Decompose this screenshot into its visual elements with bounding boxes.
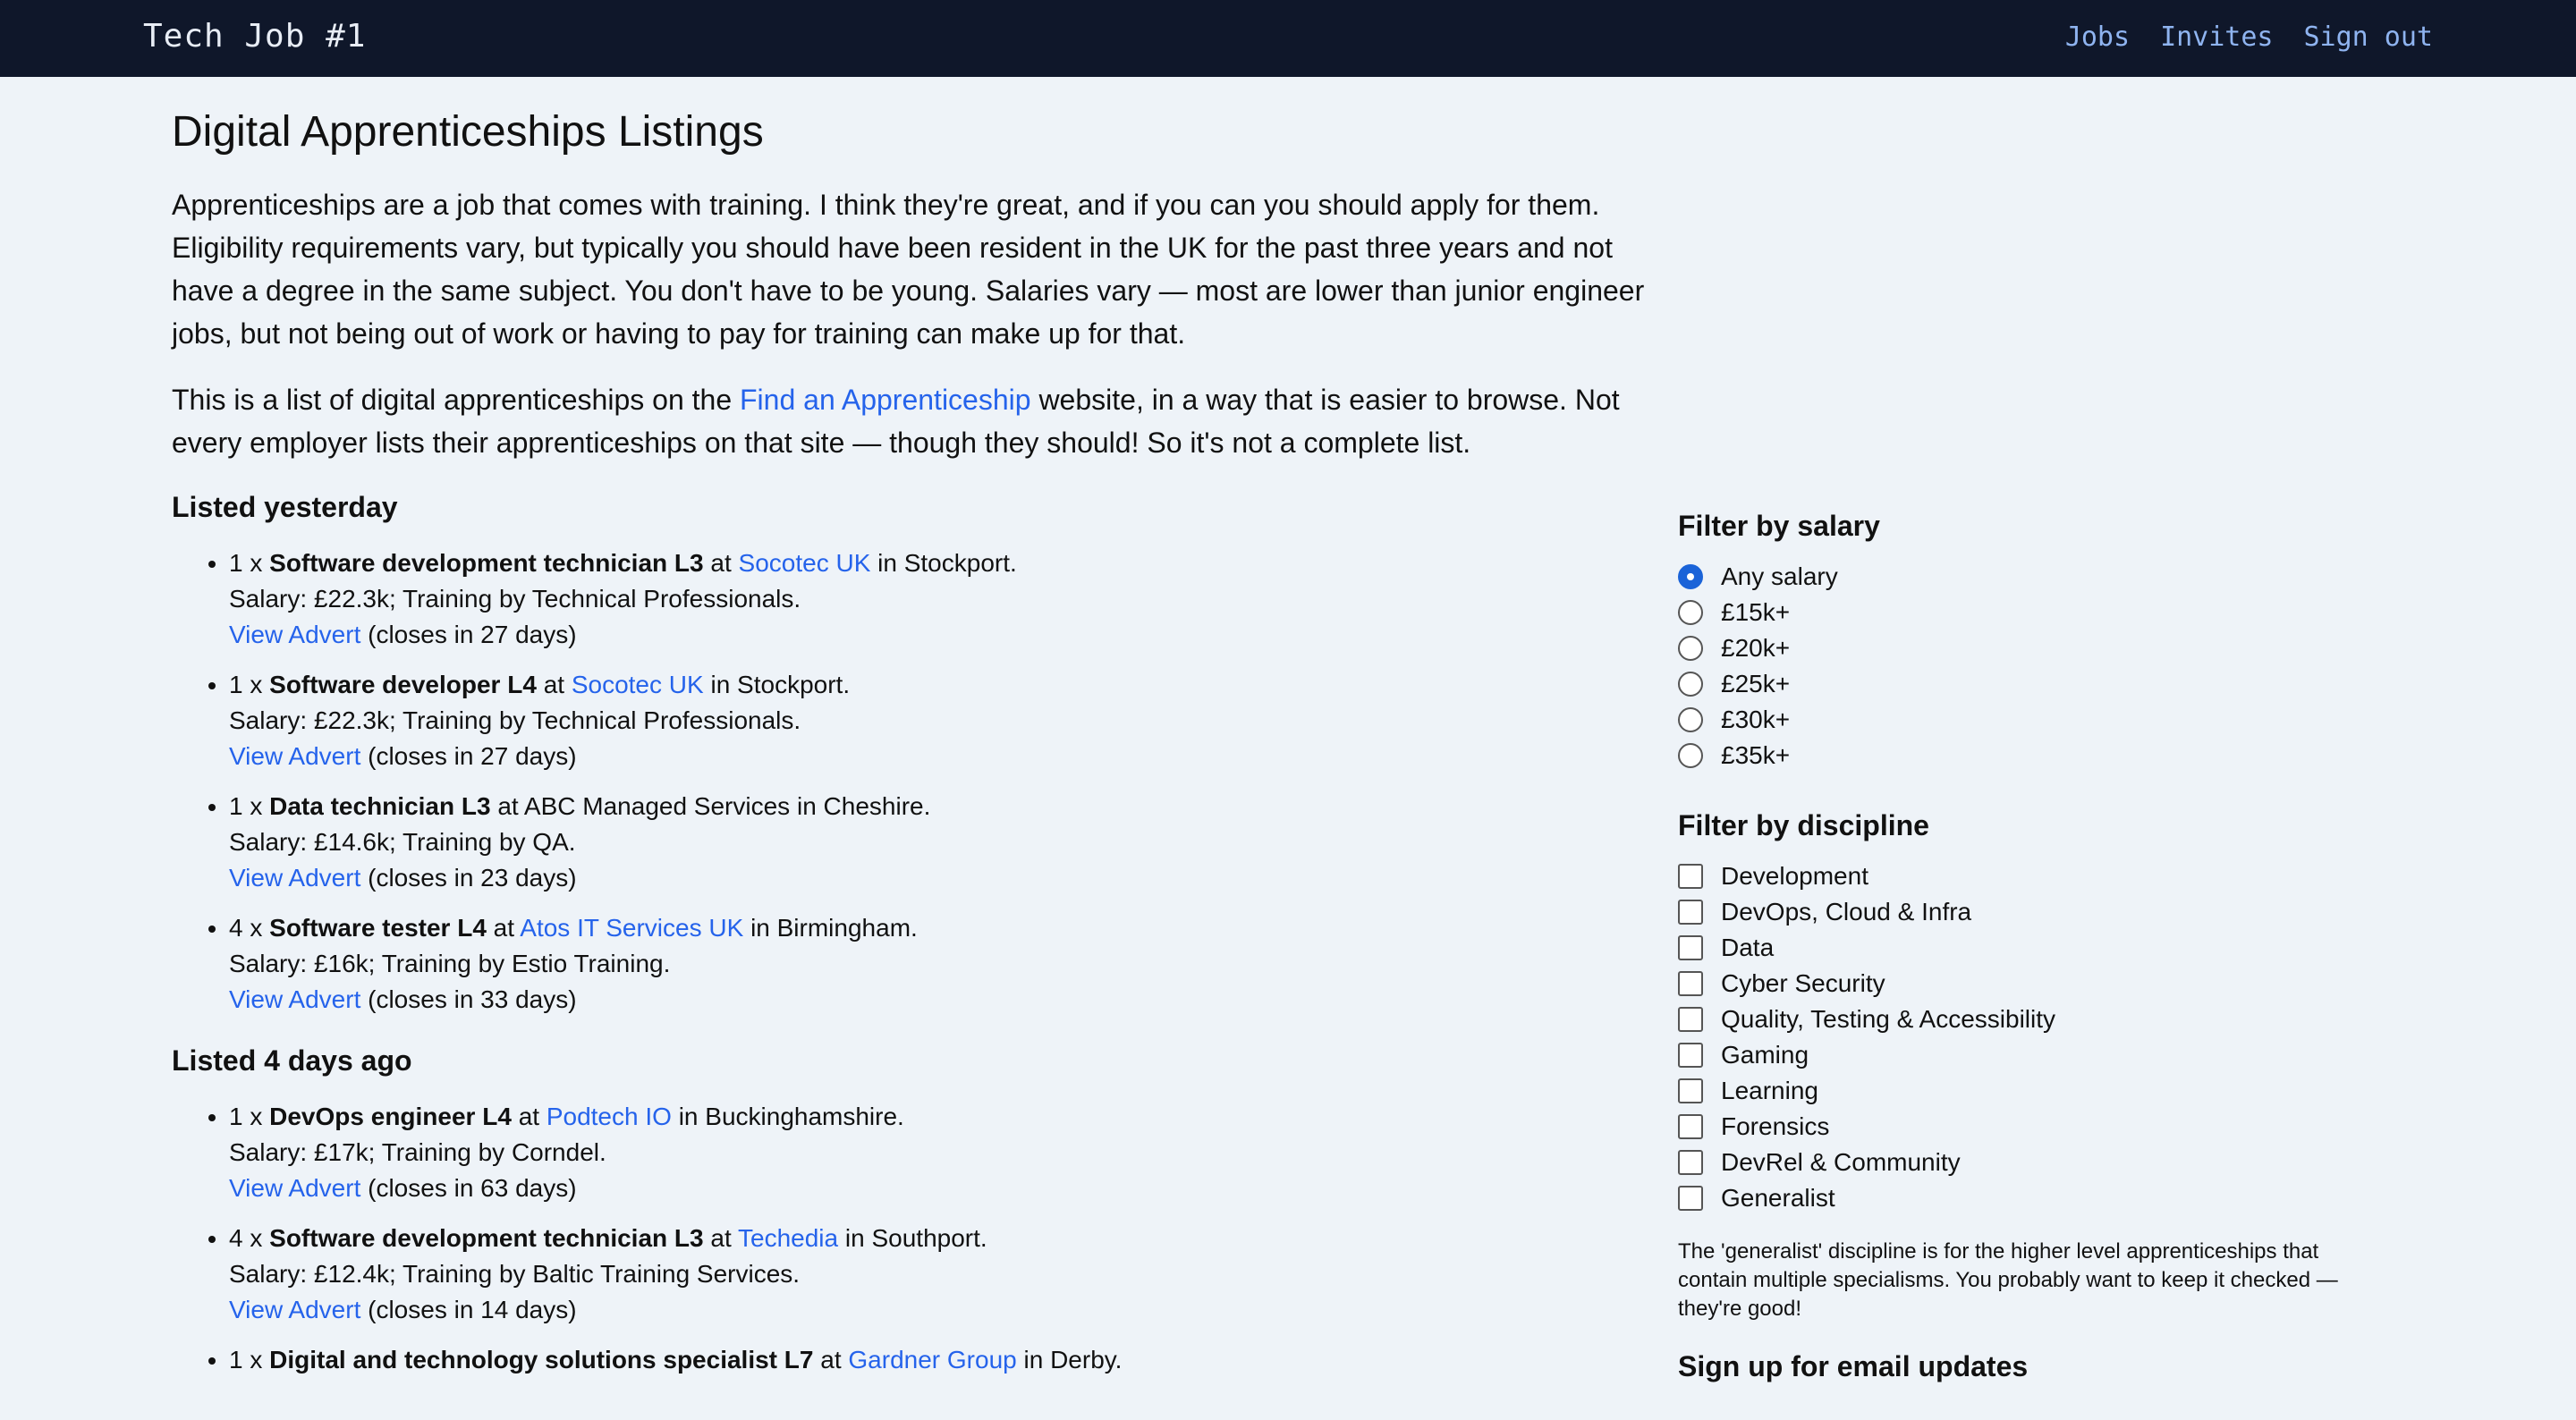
salary-radio[interactable] [1678,743,1703,768]
salary-filter-heading: Filter by salary [1678,510,1880,542]
discipline-option-label: Development [1721,862,1868,890]
closes-in: (closes in 27 days) [368,621,577,648]
discipline-checkbox[interactable] [1678,1007,1703,1032]
salary-option-label: £25k+ [1721,670,1791,697]
employer-link[interactable]: Socotec UK [571,671,704,698]
nav-jobs-link[interactable]: Jobs [2064,21,2131,53]
discipline-checkbox[interactable] [1678,1043,1703,1068]
salary-option[interactable] [1678,559,2411,595]
listing-role: DevOps engineer L4 [269,1103,512,1130]
listing-salary: Salary: £17k; Training by Corndel. [229,1138,606,1166]
listing-location: in Derby. [1023,1346,1123,1374]
discipline-option[interactable] [1678,1109,2411,1145]
discipline-option[interactable] [1678,1145,2411,1180]
salary-options [1678,559,2411,773]
listings-sections [172,491,1674,1378]
listing-list [172,545,1674,1018]
intro-paragraph: Apprenticeships are a job that comes with training. I think they're great, and if you can you should apply for them. Eligibility requirements vary, but typically you should have been resident in the UK for the past three years and not have a degree in the same subject. You don't have to be young. Salaries vary — most are lower than junior engineer jobs, but not being out of work or having to pay for training can make up for that. [172,189,1645,350]
listing-role: Software development technician L3 [269,1224,704,1252]
discipline-checkbox[interactable] [1678,864,1703,889]
employer-name: ABC Managed Services [523,792,791,820]
employer-link[interactable]: Atos IT Services UK [520,914,744,942]
view-advert-link[interactable]: View Advert [229,621,361,648]
listing-location: in Stockport. [710,671,851,698]
listing-location: in Buckinghamshire. [678,1103,904,1130]
listing-item [229,1099,1674,1206]
salary-radio[interactable] [1678,600,1703,625]
closes-in: (closes in 23 days) [368,864,577,892]
listing-count: 4 x [229,914,263,942]
listing-count: 1 x [229,1103,263,1130]
main-nav [2065,21,2433,53]
salary-radio[interactable] [1678,564,1703,589]
discipline-option[interactable] [1678,1073,2411,1109]
closes-in: (closes in 14 days) [368,1296,577,1323]
email-signup-heading: Sign up for email updates [1678,1350,2029,1382]
listing-at: at [493,914,515,942]
listing-salary: Salary: £22.3k; Training by Technical Professionals. [229,706,801,734]
discipline-options [1678,858,2411,1216]
main-content [172,107,1674,1392]
discipline-checkbox[interactable] [1678,935,1703,960]
discipline-checkbox[interactable] [1678,1078,1703,1103]
discipline-option-label: Cyber Security [1721,969,1885,997]
discipline-filter-heading: Filter by discipline [1678,809,1929,841]
listing-at: at [497,792,519,820]
salary-option[interactable] [1678,595,2411,630]
listing-salary: Salary: £16k; Training by Estio Training. [229,950,671,977]
listing-at: at [820,1346,842,1374]
salary-option[interactable] [1678,738,2411,773]
discipline-option-label: Gaming [1721,1041,1809,1069]
closes-in: (closes in 33 days) [368,985,577,1013]
intro-text-after: website, in a way that is easier to browse. Not every employer lists their apprenticeships on that site — though they should! So it's not a complete list. [172,384,1620,459]
listing-item [229,545,1674,653]
listing-item [229,1221,1674,1328]
listing-salary: Salary: £12.4k; Training by Baltic Training Services. [229,1260,801,1288]
discipline-option[interactable] [1678,894,2411,930]
listing-at: at [710,1224,732,1252]
listing-salary: Salary: £22.3k; Training by Technical Professionals. [229,585,801,613]
listing-at: at [518,1103,540,1130]
generalist-note: The 'generalist' discipline is for the higher level apprenticeships that contain multiple specialisms. You probably want to keep it checked — they're good! [1678,1239,2338,1321]
view-advert-link[interactable]: View Advert [229,742,361,770]
listing-location: in Stockport. [877,549,1017,577]
discipline-option-label: Data [1721,934,1775,961]
salary-option-label: £35k+ [1721,741,1791,769]
closes-in: (closes in 27 days) [368,742,577,770]
listing-count: 4 x [229,1224,263,1252]
listing-at: at [543,671,565,698]
listing-item [229,789,1674,896]
listing-role: Software tester L4 [269,914,487,942]
listing-item [229,1342,1674,1378]
listing-at: at [710,549,732,577]
listing-location: in Cheshire. [796,792,931,820]
salary-option[interactable] [1678,702,2411,738]
listing-location: in Birmingham. [750,914,918,942]
salary-option[interactable] [1678,630,2411,666]
discipline-option[interactable] [1678,966,2411,1002]
top-navbar [0,0,2576,77]
employer-link[interactable]: Socotec UK [738,549,871,577]
discipline-option-label: Generalist [1721,1184,1835,1212]
site-brand[interactable]: Tech Job #1 [143,18,367,55]
nav-invites-link[interactable]: Invites [2160,21,2274,53]
discipline-checkbox[interactable] [1678,1150,1703,1175]
discipline-option[interactable] [1678,858,2411,894]
salary-filter [1678,510,2411,773]
filter-sidebar [1678,510,2411,1383]
listing-count: 1 x [229,792,263,820]
discipline-checkbox[interactable] [1678,900,1703,925]
salary-option-label: £30k+ [1721,706,1791,733]
discipline-checkbox[interactable] [1678,1114,1703,1139]
listing-role: Software developer L4 [269,671,537,698]
intro-text-before: This is a list of digital apprenticeships on the [172,384,740,416]
discipline-option-label: DevOps, Cloud & Infra [1721,898,1972,926]
listing-item [229,667,1674,774]
salary-option-label: £15k+ [1721,598,1791,626]
discipline-option-label: DevRel & Community [1721,1148,1961,1176]
employer-link[interactable]: Podtech IO [546,1103,672,1130]
section-heading: Listed 4 days ago [172,1044,412,1077]
discipline-checkbox[interactable] [1678,1186,1703,1211]
discipline-filter [1678,809,2411,1216]
view-advert-link[interactable]: View Advert [229,1174,361,1202]
discipline-option-label: Learning [1721,1077,1818,1104]
discipline-option[interactable] [1678,1002,2411,1037]
find-an-apprenticeship-link[interactable]: Find an Apprenticeship [740,384,1031,416]
discipline-option[interactable] [1678,1037,2411,1073]
salary-radio[interactable] [1678,636,1703,661]
salary-radio[interactable] [1678,672,1703,697]
view-advert-link[interactable]: View Advert [229,864,361,892]
listing-count: 1 x [229,1346,263,1374]
listing-item [229,910,1674,1018]
discipline-option-label: Quality, Testing & Accessibility [1721,1005,2056,1033]
employer-link[interactable]: Techedia [738,1224,839,1252]
employer-link[interactable]: Gardner Group [848,1346,1017,1374]
salary-option-label: Any salary [1721,562,1838,590]
listing-role: Data technician L3 [269,792,491,820]
listing-count: 1 x [229,671,263,698]
salary-radio[interactable] [1678,707,1703,732]
closes-in: (closes in 63 days) [368,1174,577,1202]
listing-role: Digital and technology solutions specialist L7 [269,1346,814,1374]
salary-option-label: £20k+ [1721,634,1791,662]
discipline-option[interactable] [1678,930,2411,966]
view-advert-link[interactable]: View Advert [229,985,361,1013]
listing-salary: Salary: £14.6k; Training by QA. [229,828,576,856]
nav-sign-out-link[interactable]: Sign out [2303,21,2433,53]
listing-location: in Southport. [844,1224,987,1252]
listing-list [172,1099,1674,1378]
page-title: Digital Apprenticeships Listings [172,108,764,156]
view-advert-link[interactable]: View Advert [229,1296,361,1323]
discipline-checkbox[interactable] [1678,971,1703,996]
discipline-option-label: Forensics [1721,1112,1830,1140]
listing-role: Software development technician L3 [269,549,704,577]
salary-option[interactable] [1678,666,2411,702]
intro-paragraph-2 [172,378,1674,464]
listing-count: 1 x [229,549,263,577]
section-heading: Listed yesterday [172,491,398,523]
discipline-option[interactable] [1678,1180,2411,1216]
